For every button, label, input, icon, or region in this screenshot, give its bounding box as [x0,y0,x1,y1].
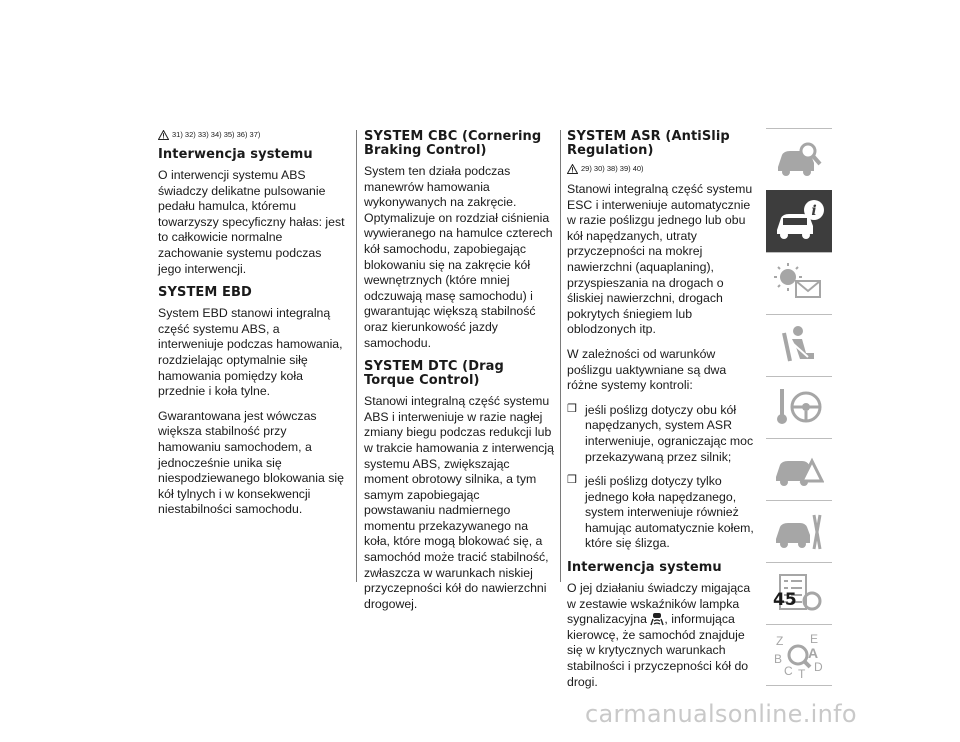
column-divider [356,130,357,582]
paragraph: O interwencji systemu ABS świadczy delikatne pulsowanie pedału hamulca, któremu towarzyszy specyficzny hałas: jest to całkowicie normalne zachowanie systemu podczas jego interwencji. [158,168,345,276]
svg-text:i: i [811,203,817,219]
warning-triangle-icon [567,164,578,174]
tab-car-info[interactable] [766,190,832,252]
paragraph: Stanowi integralną część systemu ESC i interweniuje automatycznie w razie poślizgu jednego lub obu kół napędzanych, utraty przyczepności na mokrej nawierzchni (aquaplaning), przyspieszania na drogach o śliskiej nawierzchni, drogach pokrytych śniegiem lub oblodzonych itp. [567,182,753,337]
heading-cbc: SYSTEM CBC (Cornering Braking Control) [364,129,542,158]
car-warning-triangle-icon [774,447,824,491]
tab-index[interactable] [766,624,832,686]
list-item: ❒ jeśli poślizg dotyczy tylko jednego koła napędzanego, system interweniuje również hamując automatycznie kołem, które się ślizga. [567,474,754,551]
heading-interwencja: Interwencja systemu [158,147,313,162]
tab-safety[interactable] [766,314,832,376]
index-letter: E [810,633,819,646]
warning-triangle-icon [158,130,169,140]
airbag-seat-icon [774,323,824,367]
tab-starting-driving[interactable] [766,376,832,438]
warning-reference [158,130,348,140]
paragraph: Gwarantowana jest wówczas większa stabilność przy hamowaniu samochodem, a jednocześnie unika się niespodziewanego blokowania się kół tylnych i w konsekwencji niestabilności samochodu. [158,408,344,517]
page-number: 45 [773,590,797,610]
index-letter: D [814,660,823,674]
checkbox-bullet-icon: ❒ [567,474,577,487]
heading-ebd: SYSTEM EBD [158,285,252,301]
key-steering-wheel-icon [774,385,824,429]
car-info-icon [774,198,824,244]
car-magnifier-icon [774,137,824,181]
bullet-list [567,403,757,552]
index-letter: Z [776,634,784,648]
alphabet-index-icon [774,633,824,679]
warning-reference [567,164,757,174]
checkbox-bullet-icon: ❒ [567,402,577,415]
heading-dtc: SYSTEM DTC (Drag Torque Control) [364,359,504,389]
list-item: ❒ jeśli poślizg dotyczy obu kół napędzanych, system ASR interweniuje, ograniczając moc przekazywaną przez silnik; [567,402,754,464]
warning-light-envelope-icon [774,261,824,305]
column-2 [364,130,554,621]
tab-maintenance[interactable] [766,500,832,562]
paragraph: System EBD stanowi integralną część systemu ABS, a interweniuje podczas hamowania, rozdzielając optymalnie siłę hamowania pomiędzy koła przednie i koła tylne. [158,306,343,399]
index-letter: B [774,652,783,666]
watermark: carmanualsonline.info [585,700,857,728]
paragraph: System ten działa podczas manewrów hamowania wykonywanych na zakręcie. Optymalizuje on rozdział ciśnienia wywieranego na hamulce czterech kół samochodu, zapobiegając blokowaniu się na zakręcie kół wewnętrznych (które mniej odczuwają masę samochodu) i gwarantując większą stabilność oraz kierunkowość jazdy samochodu. [364,164,553,350]
paragraph: Stanowi integralną część systemu ABS i interweniuje w razie nagłej zmiany biegu podczas redukcji lub w trakcie hamowania z interwencją systemu ABS, zwiększając moment obrotowy silnika, a tym samym zapobiegając powstawaniu nadmiernego momentu przekazywanego na koła, które mogą blokować się, a samochód może tracić stabilność, zwłaszcza w warunkach niskiej przyczepności kół do nawierzchni drogowej. [364,394,555,611]
index-letter: C [784,664,793,678]
index-letter: T [798,667,806,679]
heading-interwencja: Interwencja systemu [567,560,722,576]
paragraph: W zależności od warunków poślizgu uaktywniane są dwa różne systemy kontroli: [567,346,727,393]
tab-warning-lights[interactable] [766,252,832,314]
esc-warning-light-icon [650,612,664,626]
warning-refs: 29) 30) 38) 39) 40) [581,164,644,173]
warning-refs: 31) 32) 33) 34) 35) 36) 37) [172,130,261,139]
index-letter: A [808,645,819,661]
tab-emergency[interactable] [766,438,832,500]
paragraph: O jej działaniu świadczy migająca w zestawie wskaźników lampka sygnalizacyjna , informująca kierowcę, że samochód znajduje się w krytycznych warunkach stabilności i przyczepności kół do drogi. [567,581,751,689]
car-wrench-icon [774,509,824,553]
column-1 [158,130,348,527]
column-3 [567,130,757,699]
tab-car-magnifier[interactable] [766,128,832,190]
heading-asr: SYSTEM ASR (AntiSlip Regulation) [567,129,730,158]
column-divider [560,130,561,582]
